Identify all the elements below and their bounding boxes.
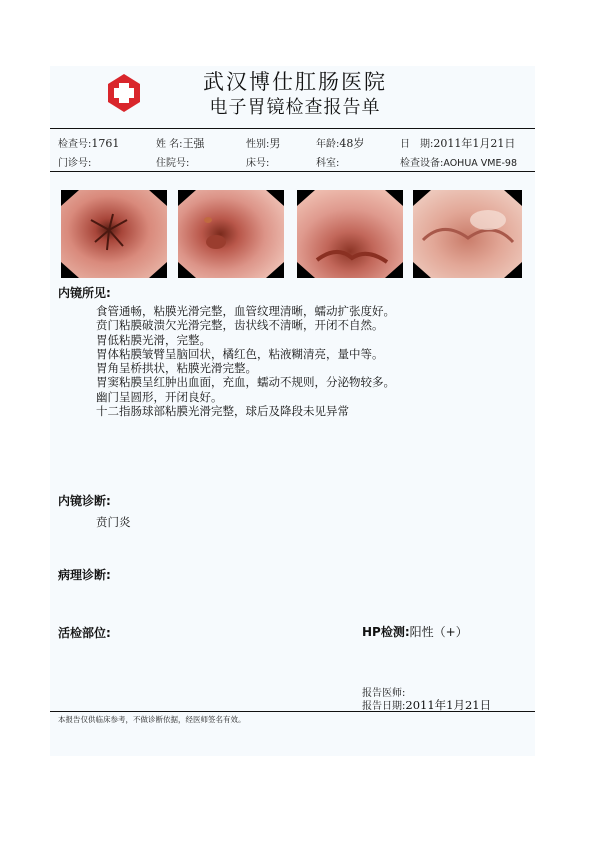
hospital-name: 武汉博仕肛肠医院 — [203, 70, 387, 94]
department-field — [316, 154, 339, 169]
patient-name-label: 姓 名: — [156, 139, 183, 150]
inpatient-no-label: 住院号: — [156, 158, 190, 169]
diagnosis-label: 内镜诊断: — [58, 494, 111, 508]
patient-name-field — [156, 135, 205, 151]
findings-line: 胃窦粘膜呈红肿出血面，充血，蠕动不规则，分泌物较多。 — [96, 375, 395, 390]
device-value: AOHUA VME-98 — [443, 158, 518, 169]
age-value: 48岁 — [339, 137, 365, 150]
device-field — [400, 154, 517, 169]
department-label: 科室: — [316, 158, 340, 169]
device-label: 检查设备: — [400, 158, 444, 169]
report-doctor-label: 报告医师: — [362, 688, 406, 699]
report-date-label: 报告日期: — [362, 701, 406, 712]
findings-line: 胃体粘膜皱臂呈脑回状，橘红色，粘液糊清亮，量中等。 — [96, 346, 384, 361]
inpatient-no-field — [156, 154, 189, 169]
hp-test-field — [362, 623, 468, 640]
sex-value: 男 — [269, 137, 281, 150]
findings-line: 食管通畅，粘膜光滑完整，血管纹理清晰，蠕动扩张度好。 — [96, 304, 395, 318]
age-label: 年龄: — [316, 139, 340, 150]
report-title: 电子胃镜检查报告单 — [209, 97, 381, 118]
exam-no-label: 检查号: — [58, 139, 92, 150]
endoscopy-image-3 — [297, 190, 403, 278]
exam-no-value: 1761 — [91, 137, 120, 150]
report-date-value: 2011年1月21日 — [405, 698, 492, 712]
endoscopy-image-1 — [61, 190, 167, 278]
pathology-label: 病理诊断: — [58, 568, 111, 582]
endoscopy-image-2 — [178, 190, 284, 278]
findings-line: 贲门粘膜破溃欠光滑完整，齿状线不清晰，开闭不自然。 — [96, 318, 384, 333]
findings-text — [96, 304, 395, 418]
hp-test-label: HP检测: — [362, 625, 410, 639]
findings-line: 十二指肠球部粘膜光滑完整，球后及降段未见异常 — [96, 404, 349, 419]
bed-no-label: 床号: — [246, 158, 270, 169]
hospital-cross-logo-icon — [104, 73, 144, 113]
endoscopy-image-4 — [413, 190, 522, 278]
header-divider — [50, 128, 535, 129]
sex-field — [246, 135, 280, 151]
exam-date-value: 2011年1月21日 — [433, 137, 516, 150]
findings-line: 胃低粘膜光滑，完整。 — [96, 332, 211, 347]
patient-divider — [50, 171, 535, 172]
biopsy-label: 活检部位: — [58, 626, 111, 640]
outpatient-no-label: 门诊号: — [58, 158, 92, 169]
exam-date-label: 日 期: — [400, 139, 434, 150]
outpatient-no-field — [58, 154, 91, 169]
sex-label: 性别: — [246, 139, 270, 150]
footer-divider — [50, 711, 535, 712]
bed-no-field — [246, 154, 269, 169]
patient-name-value: 王强 — [182, 137, 205, 150]
hp-test-value: 阳性（+） — [409, 625, 468, 639]
footer-note: 本报告仅供临床参考，不做诊断依据，经医师签名有效。 — [58, 715, 246, 724]
exam-no-field — [58, 135, 119, 150]
findings-line: 胃角呈桥拱状，粘膜光滑完整。 — [96, 361, 257, 376]
diagnosis-text: 贲门炎 — [96, 515, 131, 529]
age-field — [316, 135, 364, 151]
findings-line: 幽门呈圆形，开闭良好。 — [96, 389, 223, 404]
findings-label: 内镜所见: — [58, 286, 111, 300]
exam-date-field — [400, 135, 515, 151]
